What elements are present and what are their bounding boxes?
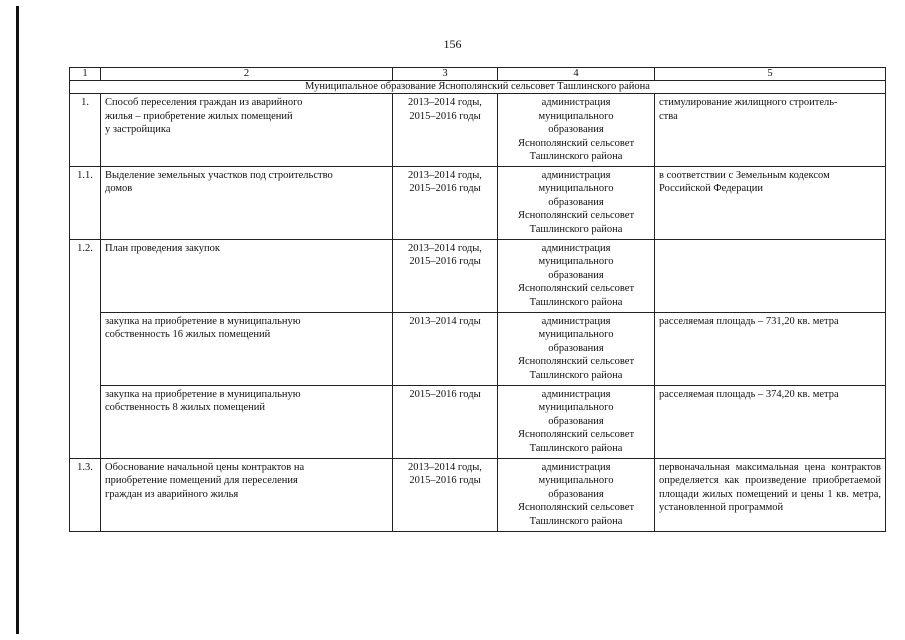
executor-cell-line: муниципального bbox=[538, 110, 614, 122]
section-title-row bbox=[70, 81, 886, 94]
executor-cell-line: Яснополянский сельсовет bbox=[517, 429, 635, 440]
executor-cell-line: образования bbox=[548, 196, 604, 208]
row-number: 1. bbox=[70, 94, 101, 167]
action-cell-line: Обоснование начальной цены контрактов на bbox=[105, 461, 305, 473]
action-cell-line: собственность 16 жилых помещений bbox=[105, 329, 271, 340]
executor-cell-line: образования bbox=[548, 124, 604, 135]
period-cell-line: 2013–2014 годы, bbox=[408, 169, 482, 181]
executor-cell-line: образования bbox=[548, 269, 604, 281]
executor-cell-line: образования bbox=[548, 488, 604, 500]
executor-cell bbox=[498, 166, 655, 239]
table-header-row bbox=[70, 68, 886, 81]
page-number: 156 bbox=[443, 37, 462, 51]
period-cell-line: 2013–2014 годы, bbox=[408, 242, 482, 254]
executor-cell-line: Ташлинского района bbox=[529, 151, 623, 162]
executor-cell-line: Яснополянский сельсовет bbox=[517, 137, 635, 149]
row-number: 1.2. bbox=[70, 239, 101, 312]
note-cell-line: первоначальная максимальная цена контрактов определяется как произведение приобретаемой площади жилых помещений и цены 1 кв. метра, установленной программой bbox=[659, 461, 881, 513]
executor-cell bbox=[498, 94, 655, 167]
executor-cell-line: муниципального bbox=[538, 402, 614, 413]
executor-cell-line: Яснополянский сельсовет bbox=[517, 356, 635, 367]
executor-cell bbox=[498, 385, 655, 458]
table-row bbox=[70, 385, 886, 458]
period-cell bbox=[393, 94, 498, 167]
executor-cell-line: Ташлинского района bbox=[529, 442, 623, 454]
table-row bbox=[70, 166, 886, 239]
executor-cell-line: администрация bbox=[541, 169, 611, 181]
action-cell-line: жилья – приобретение жилых помещений bbox=[105, 110, 293, 122]
note-cell-line: расселяемая площадь – 374,20 кв. метра bbox=[659, 388, 839, 400]
section-title: Муниципальное образование Яснополянский сельсовет Ташлинского района bbox=[70, 81, 886, 94]
note-cell-line: ства bbox=[659, 110, 678, 122]
period-cell-line: 2015–2016 годы bbox=[409, 256, 481, 267]
note-cell-line: Российской Федерации bbox=[659, 183, 763, 194]
executor-cell-line: администрация bbox=[541, 97, 611, 108]
executor-cell-line: Ташлинского района bbox=[529, 223, 623, 235]
executor-cell-line: Ташлинского района bbox=[529, 296, 623, 308]
table-row bbox=[70, 239, 886, 312]
note-cell-line: в соответствии с Земельным кодексом bbox=[659, 169, 830, 181]
period-cell bbox=[393, 458, 498, 531]
note-cell bbox=[655, 94, 886, 167]
executor-cell-line: Яснополянский сельсовет bbox=[517, 502, 635, 513]
executor-cell-line: Ташлинского района bbox=[529, 369, 623, 381]
period-cell bbox=[393, 312, 498, 385]
note-cell-line: стимулирование жилищного строитель- bbox=[659, 97, 838, 108]
action-cell bbox=[101, 239, 393, 312]
action-cell-line: у застройщика bbox=[105, 124, 171, 135]
period-cell bbox=[393, 166, 498, 239]
executor-cell-line: администрация bbox=[541, 315, 611, 327]
executor-cell-line: Ташлинского района bbox=[529, 515, 623, 527]
period-cell bbox=[393, 239, 498, 312]
action-cell-line: домов bbox=[105, 183, 133, 194]
executor-cell-line: Яснополянский сельсовет bbox=[517, 283, 635, 294]
action-cell-line: План проведения закупок bbox=[105, 242, 220, 254]
action-cell bbox=[101, 94, 393, 167]
executor-cell-line: муниципального bbox=[538, 475, 614, 486]
executor-cell-line: образования bbox=[548, 415, 604, 427]
note-cell bbox=[655, 166, 886, 239]
column-header: 1 bbox=[70, 68, 101, 81]
action-cell-line: приобретение помещений для переселения bbox=[105, 475, 298, 486]
period-cell-line: 2015–2016 годы bbox=[409, 183, 481, 194]
binding-edge-line bbox=[16, 6, 19, 634]
row-number: 1.1. bbox=[70, 166, 101, 239]
column-header: 5 bbox=[655, 68, 886, 81]
executor-cell-line: муниципального bbox=[538, 183, 614, 194]
action-cell bbox=[101, 385, 393, 458]
executor-cell-line: Яснополянский сельсовет bbox=[517, 210, 635, 221]
action-cell-line: собственность 8 жилых помещений bbox=[105, 402, 265, 413]
action-cell bbox=[101, 312, 393, 385]
executor-cell bbox=[498, 239, 655, 312]
note-cell bbox=[655, 312, 886, 385]
executor-cell-line: муниципального bbox=[538, 329, 614, 340]
executor-cell-line: администрация bbox=[541, 461, 611, 473]
action-cell bbox=[101, 166, 393, 239]
program-table bbox=[69, 67, 886, 532]
executor-cell-line: образования bbox=[548, 342, 604, 354]
executor-cell-line: администрация bbox=[541, 242, 611, 254]
table-row bbox=[70, 312, 886, 385]
column-header: 3 bbox=[393, 68, 498, 81]
period-cell-line: 2015–2016 годы bbox=[409, 388, 481, 400]
period-cell-line: 2015–2016 годы bbox=[409, 110, 481, 122]
period-cell-line: 2013–2014 годы, bbox=[408, 461, 482, 473]
executor-cell bbox=[498, 312, 655, 385]
note-cell bbox=[655, 458, 886, 531]
executor-cell bbox=[498, 458, 655, 531]
executor-cell-line: администрация bbox=[541, 388, 611, 400]
row-number: 1.3. bbox=[70, 458, 101, 531]
action-cell-line: закупка на приобретение в муниципальную bbox=[105, 315, 301, 327]
action-cell-line: Выделение земельных участков под строительство bbox=[105, 169, 333, 181]
period-cell-line: 2013–2014 годы bbox=[409, 315, 481, 327]
action-cell-line: закупка на приобретение в муниципальную bbox=[105, 388, 301, 400]
note-cell bbox=[655, 385, 886, 458]
note-cell bbox=[655, 239, 886, 312]
action-cell-line: Способ переселения граждан из аварийного bbox=[105, 97, 303, 108]
column-header: 4 bbox=[498, 68, 655, 81]
note-cell-line: расселяемая площадь – 731,20 кв. метра bbox=[659, 315, 839, 327]
row-number bbox=[70, 312, 101, 385]
action-cell bbox=[101, 458, 393, 531]
period-cell-line: 2015–2016 годы bbox=[409, 475, 481, 486]
executor-cell-line: муниципального bbox=[538, 256, 614, 267]
period-cell-line: 2013–2014 годы, bbox=[408, 97, 482, 108]
action-cell-line: граждан из аварийного жилья bbox=[105, 488, 239, 500]
row-number bbox=[70, 385, 101, 458]
column-header: 2 bbox=[101, 68, 393, 81]
table-row bbox=[70, 458, 886, 531]
period-cell bbox=[393, 385, 498, 458]
table-row bbox=[70, 94, 886, 167]
